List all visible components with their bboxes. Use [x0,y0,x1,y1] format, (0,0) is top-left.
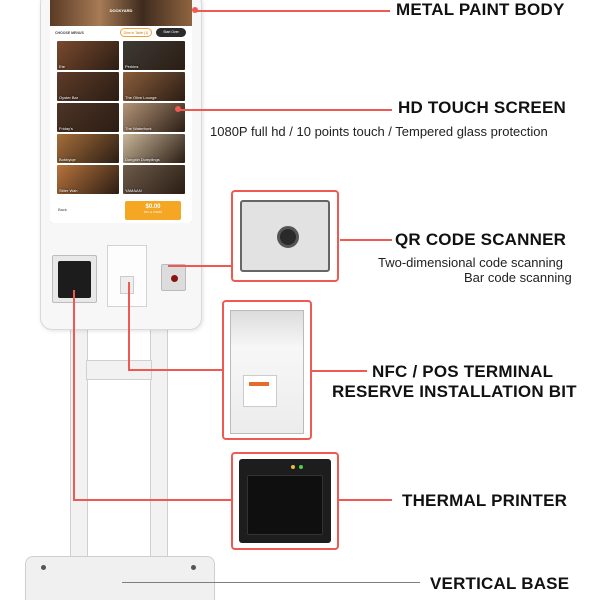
printer-housing [239,459,331,543]
leader-printer-to-kiosk [73,499,231,501]
leader-qr-scanner [340,239,392,241]
menu-tile-label: Sitter Wah [59,188,78,193]
leader-printer [339,499,392,501]
scanner-lens-icon [277,226,299,248]
nfc-title-line2: RESERVE INSTALLATION BIT [332,382,577,401]
menu-tile-label: The Waterfront [125,126,152,131]
printer-led-icon [299,465,303,469]
vertical-base-title: VERTICAL BASE [430,574,570,593]
menu-heading: CHOOSE MENUS [55,31,84,35]
touch-screen-title: HD TOUCH SCREEN [398,98,566,117]
touch-screen [50,0,192,223]
menu-tile[interactable] [57,134,119,163]
menu-tile-label: Dongxin Dumplings [125,157,160,162]
leader-dot [192,7,198,13]
menu-tile[interactable] [123,165,185,194]
menu-tile-label: YAMAAN [125,188,142,193]
menu-tile-label: Perkins [125,64,139,69]
menu-tile[interactable] [57,165,119,194]
menu-tile-label: The Olive Lounge [125,95,157,100]
screen-banner [50,0,192,26]
menu-tile[interactable] [123,134,185,163]
menu-tile-label: Bobbyiqe [59,157,76,162]
leader-metal-body [195,10,390,12]
nfc-slot [107,245,147,307]
back-button[interactable]: Back [58,207,67,212]
menu-tile-label: Ete [59,64,66,69]
menu-tile[interactable] [57,41,119,70]
leader-nfc-to-kiosk [128,369,222,371]
qr-scanner-line1: Two-dimensional code scanning [378,255,563,270]
leader-nfc [312,370,367,372]
nfc-bay-closeup [222,300,312,440]
qr-scanner-title: QR CODE SCANNER [395,230,567,249]
menu-tile[interactable] [57,72,119,101]
nfc-title-line1: NFC / POS TERMINAL [372,362,554,381]
leader-touch-screen [178,109,392,111]
leader-dot [175,106,181,112]
base-bolt [191,565,196,570]
vertical-base-plate [25,556,215,600]
metal-body-title: METAL PAINT BODY [396,0,565,19]
nfc-bay [230,310,304,434]
screen-logo: DOCKYARD [109,8,133,13]
sticker-stripe [249,382,269,386]
pay-label: PAY & ITEMS [143,210,163,214]
scanner-light-icon [171,275,178,282]
screen-menu-panel [50,26,192,223]
leader-nfc-drop [128,282,130,371]
qr-scanner-closeup [231,190,339,282]
thermal-printer-title: THERMAL PRINTER [402,491,568,510]
leader-qr-to-kiosk [168,265,232,267]
scanner-housing [240,200,330,272]
leader-printer-drop [73,290,75,500]
thermal-printer-closeup [231,452,339,550]
nfc-card-icon [120,276,134,294]
printer-led-icon [291,465,295,469]
scanner-window [161,264,186,291]
qr-scanner-line2: Bar code scanning [464,270,572,285]
right-pillar [150,325,168,570]
order-total: $0.00 [145,204,161,210]
printer-door [247,475,323,535]
menu-tile[interactable] [123,72,185,101]
dine-in-button[interactable]: Dine in Table (1) [120,28,152,37]
menu-tile[interactable] [123,41,185,70]
start-over-button[interactable]: Start Over [156,28,186,37]
base-bolt [41,565,46,570]
pay-button[interactable] [125,201,181,220]
menu-tile-label: Friday's [59,126,73,131]
leader-base [122,582,420,583]
menu-tile[interactable] [57,103,119,132]
touch-screen-description: 1080P full hd / 10 points touch / Tempered glass protection [210,124,548,139]
menu-tile-label: Oyster Bar [59,95,79,100]
nfc-sticker-icon [243,375,277,407]
screen-footer [50,198,192,223]
